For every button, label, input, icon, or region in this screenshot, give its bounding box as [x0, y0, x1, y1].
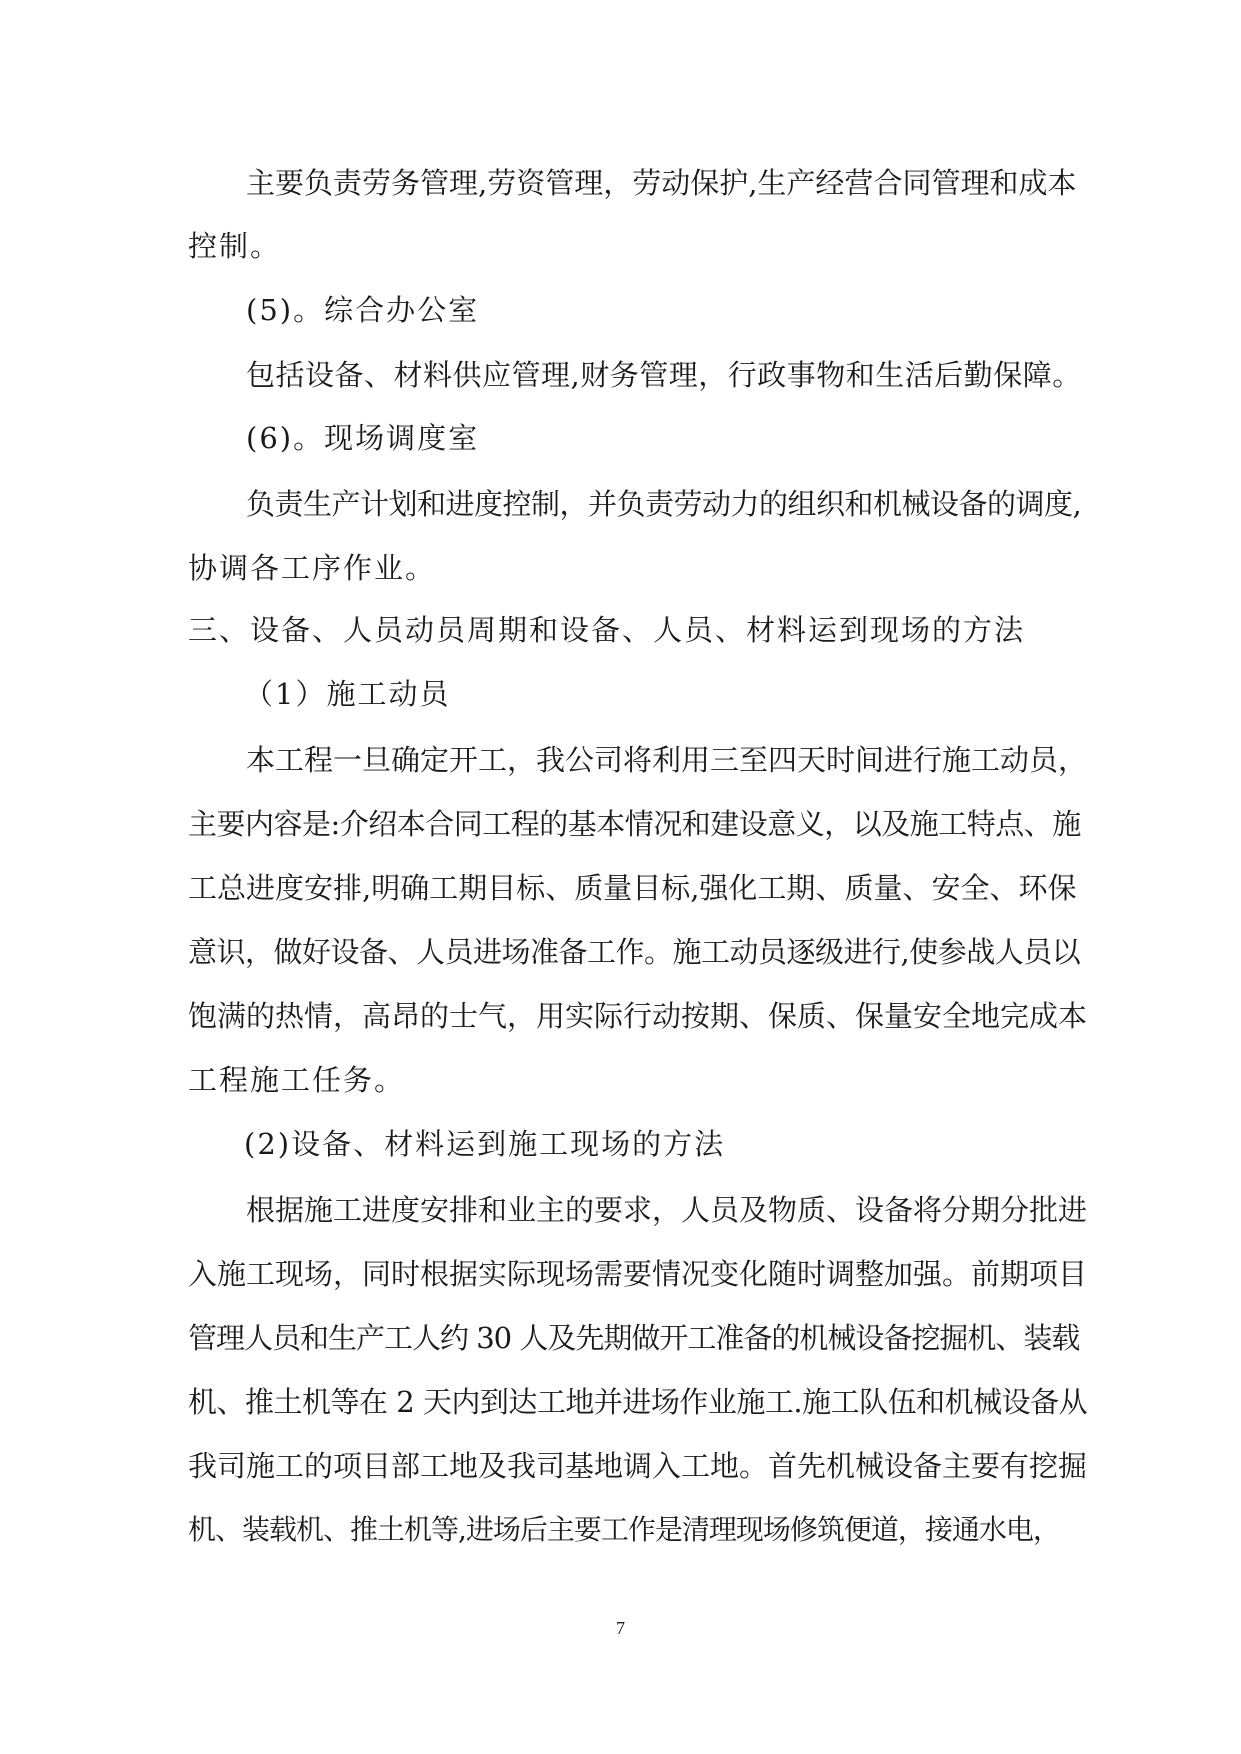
- paragraph-line: 协调各工序作业。: [188, 551, 437, 585]
- paragraph-line: 主要负责劳务管理,劳资管理，劳动保护,生产经营合同管理和成本: [246, 166, 1077, 200]
- section-heading: (2)设备、材料运到施工现场的方法: [244, 1127, 726, 1161]
- paragraph-line: 入施工现场，同时根据实际现场需要情况变化随时调整加强。前期项目: [188, 1257, 1088, 1291]
- paragraph-line: 负责生产计划和进度控制，并负责劳动力的组织和机械设备的调度,: [246, 487, 1082, 521]
- section-heading: (6)。现场调度室: [246, 421, 480, 455]
- paragraph-line: 工总进度安排,明确工期目标、质量目标,强化工期、质量、安全、环保: [188, 871, 1077, 905]
- paragraph-line: 意识，做好设备、人员进场准备工作。施工动员逐级进行,使参战人员以: [188, 935, 1081, 969]
- paragraph-line: 本工程一旦确定开工，我公司将利用三至四天时间进行施工动员，: [246, 743, 1088, 777]
- page-number: 7: [616, 1618, 625, 1638]
- section-heading: (5)。综合办公室: [246, 293, 480, 327]
- paragraph-line: 饱满的热情，高昂的士气，用实际行动按期、保质、保量安全地完成本: [188, 999, 1088, 1033]
- paragraph-line: 我司施工的项目部工地及我司基地调入工地。首先机械设备主要有挖掘: [188, 1449, 1088, 1483]
- section-heading: （1）施工动员: [244, 677, 451, 711]
- paragraph-line: 主要内容是:介绍本合同工程的基本情况和建设意义，以及施工特点、施: [188, 807, 1081, 841]
- paragraph-line: 工程施工任务。: [188, 1063, 406, 1097]
- chapter-heading: 三、设备、人员动员周期和设备、人员、材料运到现场的方法: [188, 613, 1026, 647]
- paragraph-line: 管理人员和生产工人约 30 人及先期做开工准备的机械设备挖掘机、装载: [188, 1321, 1080, 1355]
- paragraph-line: 控制。: [188, 229, 282, 263]
- paragraph-line: 机、装载机、推土机等,进场后主要工作是清理现场修筑便道，接通水电，: [188, 1513, 1060, 1546]
- paragraph-line: 包括设备、材料供应管理,财务管理，行政事物和生活后勤保障。: [246, 358, 1082, 392]
- paragraph-line: 根据施工进度安排和业主的要求，人员及物质、设备将分期分批进: [246, 1193, 1088, 1227]
- paragraph-line: 机、推土机等在 2 天内到达工地并进场作业施工.施工队伍和机械设备从: [188, 1385, 1088, 1419]
